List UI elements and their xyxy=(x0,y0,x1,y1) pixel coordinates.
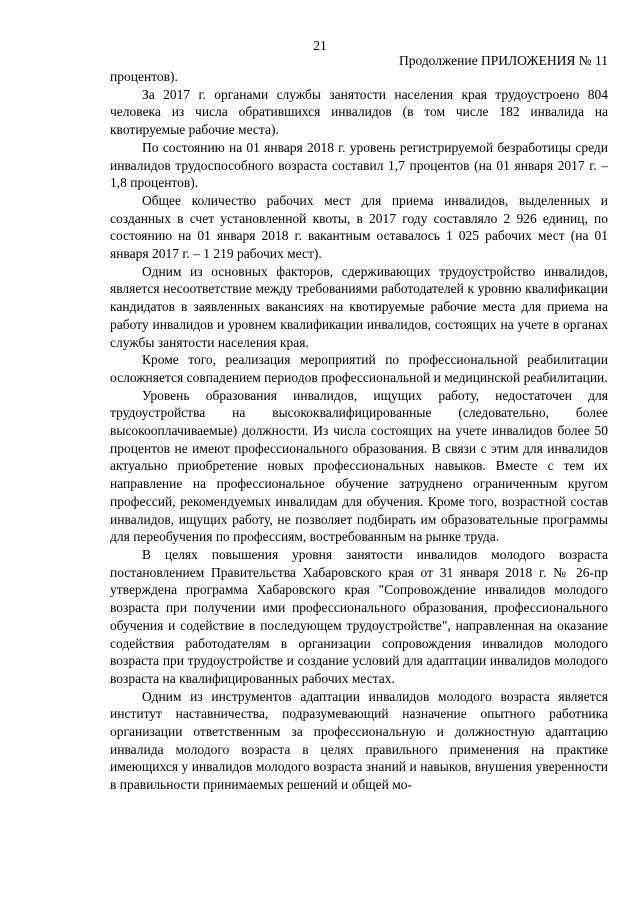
paragraph-5: Одним из основных факторов, сдерживающих трудоустройство инвалидов, является несоответствие между требованиями работодателей к уровню квалификации кандидатов в заявленных вакансиях на квотируемые рабочие места для приема на работу инвалидов и уровнем квалификации инвалидов, состоящих на учете в органах службы занятости населения края. xyxy=(110,263,608,350)
body-text xyxy=(110,68,608,794)
paragraph-1: процентов). xyxy=(110,69,178,84)
paragraph-7: Уровень образования инвалидов, ищущих работу, недостаточен для трудоустройства на высококвалифицированные (следовательно, более высокооплачиваемые) должности. Из числа состоящих на учете инвалидов более 50 процентов не имеют профессионального образования. В связи с этим для инвалидов актуально приобретение новых профессиональных навыков. Вместе с тем их направление на профессиональное обучение затруднено ограниченным кругом профессий, рекомендуемых инвалидам для обучения. Кроме того, возрастной состав инвалидов, ищущих работу, не позволяет подбирать им образовательные программы для переобучения по профессиям, востребованным на рынке труда. xyxy=(110,387,608,545)
paragraph-4: Общее количество рабочих мест для приема инвалидов, выделенных и созданных в счет установленной квоты, в 2017 году составляло 2 926 единиц, по состоянию на 01 января 2018 г. вакантным оставалось 1 025 рабочих мест (на 01 января 2017 г. – 1 219 рабочих мест). xyxy=(110,192,608,262)
paragraph-2: За 2017 г. органами службы занятости населения края трудоустроено 804 человека из числа обратившихся инвалидов (в том числе 182 инвалида на квотируемые рабочие места). xyxy=(110,86,608,138)
paragraph-6: Кроме того, реализация мероприятий по профессиональной реабилитации осложняется совпадением периодов профессиональной и медицинской реабилитации. xyxy=(110,352,608,385)
paragraph-8: В целях повышения уровня занятости инвалидов молодого возраста постановлением Правительства Хабаровского края от 31 января 2018 г. № 26-пр утверждена программа Хабаровского края "Сопровождение инвалидов молодого возраста при получении ими профессионального образования, профессионального обучения и содействие в последующем трудоустройстве", направленная на оказание содействия работодателям в организации сопровождения инвалидов молодого возраста при трудоустройстве и создание условий для адаптации инвалидов молодого возраста на квалифицированных рабочих местах. xyxy=(110,546,608,686)
paragraph-3: По состоянию на 01 января 2018 г. уровень регистрируемой безработицы среди инвалидов трудоспособного возраста составил 1,7 процентов (на 01 января 2017 г. – 1,8 процентов). xyxy=(110,139,608,191)
paragraph-9: Одним из инструментов адаптации инвалидов молодого возраста является институт наставничества, подразумевающий назначение опытного работника организации ответственным за профессиональную и должностную адаптацию инвалида молодого возраста в целях правильного применения на практике имеющихся у инвалидов молодого возраста знаний и навыков, внушения уверенности в правильности принимаемых решений и общей мо- xyxy=(110,688,608,793)
appendix-continuation-label: Продолжение ПРИЛОЖЕНИЯ № 11 xyxy=(398,53,608,68)
page-number: 21 xyxy=(313,38,327,53)
